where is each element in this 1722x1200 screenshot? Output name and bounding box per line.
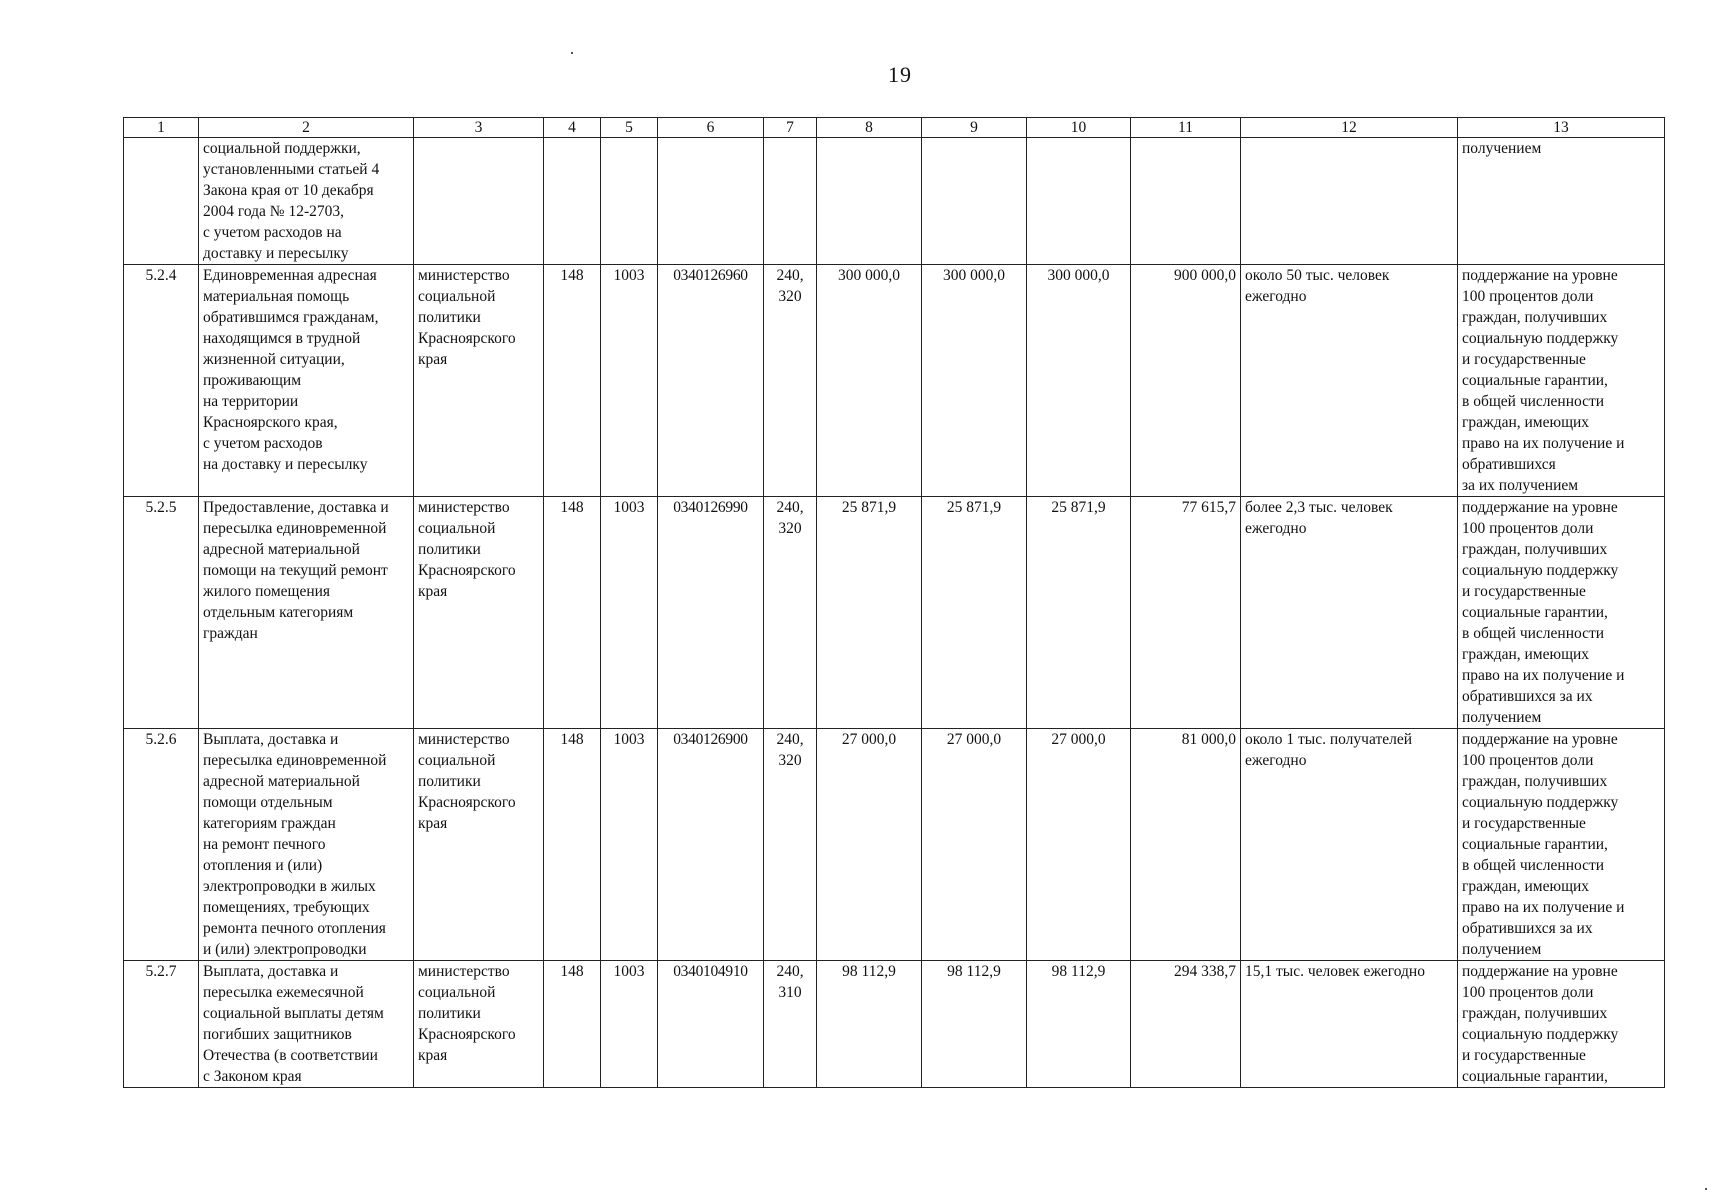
cell-indicator: более 2,3 тыс. человек ежегодно	[1241, 497, 1458, 729]
cell-name: Выплата, доставка и пересылка ежемесячной социальной выплаты детям погибших защитников Отечества (в соответствии с Законом края	[199, 961, 414, 1088]
cell-grbs: 148	[544, 729, 601, 961]
cell-year3: 25 871,9	[1027, 497, 1131, 729]
cell-name: Единовременная адресная материальная помощь обратившимся гражданам, находящимся в трудной жизненной ситуации, проживающим на территории Красноярского края, с учетом расходов на доставку и пересылку	[199, 265, 414, 497]
column-header: 4	[544, 118, 601, 138]
page-number: 19	[888, 62, 912, 87]
cell-result: поддержание на уровне 100 процентов доли граждан, получивших социальную поддержку и государственные социальные гарантии, в общей численности граждан, имеющих право на их получение и обратившихся за их получением	[1458, 497, 1665, 729]
cell-year3	[1027, 138, 1131, 265]
cell-indicator: около 50 тыс. человек ежегодно	[1241, 265, 1458, 497]
program-activities-table	[123, 117, 1665, 1088]
cell-result: поддержание на уровне 100 процентов доли граждан, получивших социальную поддержку и государственные социальные гарантии, в общей численности граждан, имеющих право на их получение и обратившихся за их получением	[1458, 729, 1665, 961]
cell-name: Выплата, доставка и пересылка единовременной адресной материальной помощи отдельным категориям граждан на ремонт печного отопления и (или) электропроводки в жилых помещениях, требующих ремонта печного отопления и (или) электропроводки	[199, 729, 414, 961]
cell-csr: 0340126960	[658, 265, 764, 497]
cell-num: 5.2.4	[124, 265, 199, 497]
cell-year1: 25 871,9	[817, 497, 922, 729]
cell-result: получением	[1458, 138, 1665, 265]
cell-vr: 240, 310	[764, 961, 817, 1088]
table-row-continuation	[124, 138, 1665, 265]
column-header: 8	[817, 118, 922, 138]
column-header: 1	[124, 118, 199, 138]
cell-rzpr: 1003	[601, 265, 658, 497]
table-row	[124, 265, 1665, 497]
cell-csr	[658, 138, 764, 265]
cell-year3: 300 000,0	[1027, 265, 1131, 497]
cell-indicator: 15,1 тыс. человек ежегодно	[1241, 961, 1458, 1088]
cell-name: социальной поддержки, установленными статьей 4 Закона края от 10 декабря 2004 года № 12-2703, с учетом расходов на доставку и пересылку	[199, 138, 414, 265]
table-row	[124, 961, 1665, 1088]
cell-year1: 300 000,0	[817, 265, 922, 497]
cell-total	[1131, 138, 1241, 265]
cell-total: 77 615,7	[1131, 497, 1241, 729]
column-header: 5	[601, 118, 658, 138]
cell-executor: министерство социальной политики Красноярского края	[414, 497, 544, 729]
column-header: 2	[199, 118, 414, 138]
cell-total: 900 000,0	[1131, 265, 1241, 497]
cell-year1: 27 000,0	[817, 729, 922, 961]
cell-csr: 0340126990	[658, 497, 764, 729]
cell-executor: министерство социальной политики Красноярского края	[414, 961, 544, 1088]
cell-year2	[922, 138, 1027, 265]
cell-executor: министерство социальной политики Красноярского края	[414, 265, 544, 497]
cell-total: 81 000,0	[1131, 729, 1241, 961]
cell-num: 5.2.6	[124, 729, 199, 961]
column-number-header-row	[124, 118, 1665, 138]
cell-vr	[764, 138, 817, 265]
cell-indicator: около 1 тыс. получателей ежегодно	[1241, 729, 1458, 961]
column-header: 3	[414, 118, 544, 138]
cell-year2: 25 871,9	[922, 497, 1027, 729]
cell-year2: 300 000,0	[922, 265, 1027, 497]
cell-rzpr: 1003	[601, 497, 658, 729]
column-header: 10	[1027, 118, 1131, 138]
column-header: 9	[922, 118, 1027, 138]
cell-indicator	[1241, 138, 1458, 265]
column-header: 7	[764, 118, 817, 138]
cell-rzpr: 1003	[601, 729, 658, 961]
table-row	[124, 497, 1665, 729]
cell-year3: 27 000,0	[1027, 729, 1131, 961]
cell-num: 5.2.5	[124, 497, 199, 729]
cell-csr: 0340104910	[658, 961, 764, 1088]
cell-name: Предоставление, доставка и пересылка единовременной адресной материальной помощи на текущий ремонт жилого помещения отдельным категориям граждан	[199, 497, 414, 729]
cell-grbs: 148	[544, 497, 601, 729]
cell-executor	[414, 138, 544, 265]
cell-num: 5.2.7	[124, 961, 199, 1088]
cell-grbs: 148	[544, 265, 601, 497]
cell-vr: 240, 320	[764, 497, 817, 729]
cell-grbs: 148	[544, 961, 601, 1088]
column-header: 12	[1241, 118, 1458, 138]
cell-total: 294 338,7	[1131, 961, 1241, 1088]
cell-year2: 98 112,9	[922, 961, 1027, 1088]
cell-result: поддержание на уровне 100 процентов доли граждан, получивших социальную поддержку и государственные социальные гарантии,	[1458, 961, 1665, 1088]
cell-num	[124, 138, 199, 265]
cell-year1: 98 112,9	[817, 961, 922, 1088]
cell-result: поддержание на уровне 100 процентов доли граждан, получивших социальную поддержку и государственные социальные гарантии, в общей численности граждан, имеющих право на их получение и обратившихся за их получением	[1458, 265, 1665, 497]
scan-speck	[571, 52, 573, 54]
column-header: 6	[658, 118, 764, 138]
cell-grbs	[544, 138, 601, 265]
scan-speck	[1705, 1188, 1707, 1190]
cell-vr: 240, 320	[764, 729, 817, 961]
cell-year2: 27 000,0	[922, 729, 1027, 961]
cell-rzpr: 1003	[601, 961, 658, 1088]
column-header: 13	[1458, 118, 1665, 138]
cell-csr: 0340126900	[658, 729, 764, 961]
cell-executor: министерство социальной политики Красноярского края	[414, 729, 544, 961]
column-header: 11	[1131, 118, 1241, 138]
cell-year1	[817, 138, 922, 265]
cell-vr: 240, 320	[764, 265, 817, 497]
table-row	[124, 729, 1665, 961]
cell-year3: 98 112,9	[1027, 961, 1131, 1088]
cell-rzpr	[601, 138, 658, 265]
